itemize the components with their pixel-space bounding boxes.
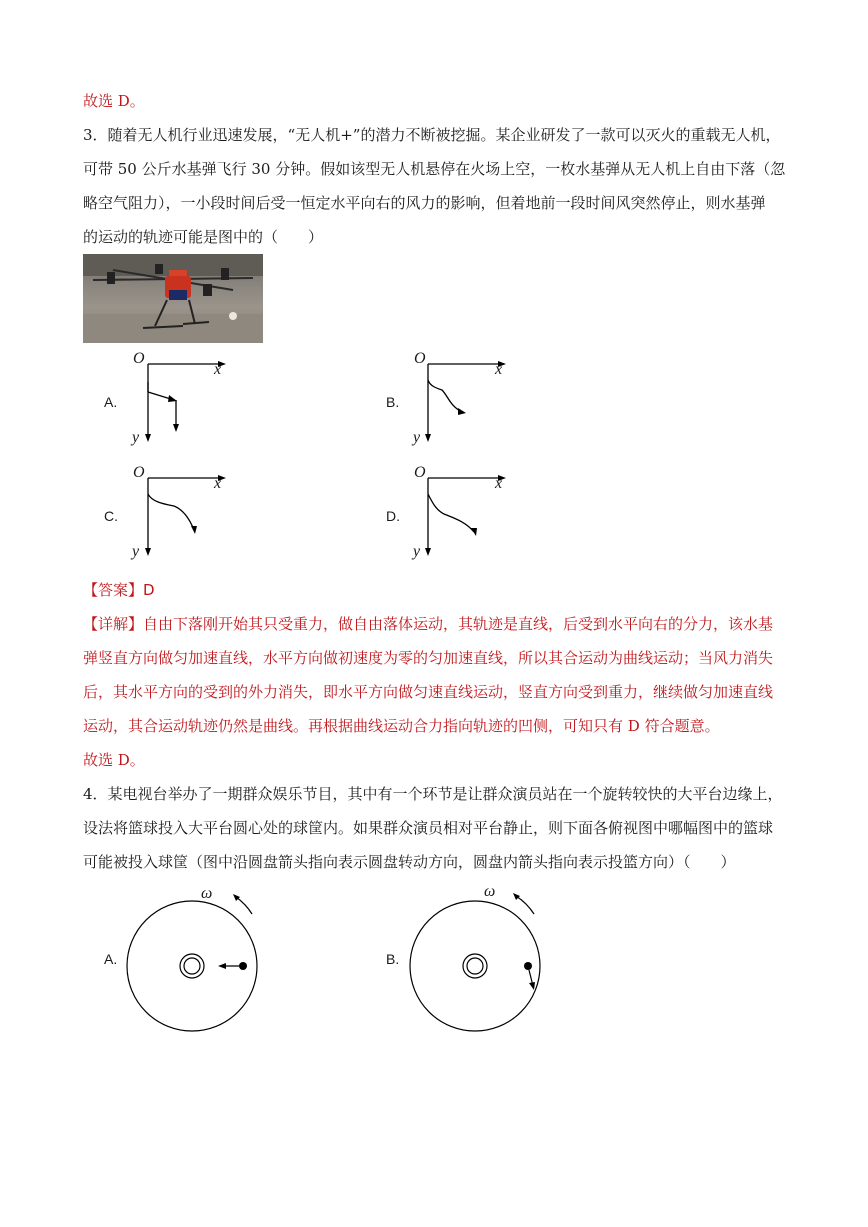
q4-option-b-diagram xyxy=(408,880,568,1040)
q3-b-origin-label: O xyxy=(414,350,426,367)
q4-a-omega-label: ω xyxy=(201,885,213,902)
q3-explain-tag: 【详解】 xyxy=(83,615,144,633)
q4-stem-line-3: 可能被投入球筐（图中沿圆盘箭头指向表示圆盘转动方向，圆盘内箭头指向表示投篮方向）（ ） xyxy=(83,853,736,871)
q3-c-y-label: y xyxy=(132,543,140,560)
q2-conclusion: 故选 D。 xyxy=(83,92,145,110)
q3-explain-line-3: 后，其水平方向的受到的外力消失，即水平方向做匀速直线运动，竖直方向受到重力，继续做匀加速直线 xyxy=(83,683,774,701)
q3-stem-line-2: 可带 50 公斤水基弹飞行 30 分钟。假如该型无人机悬停在火场上空，一枚水基弹从无人机上自由下落（忽 xyxy=(83,160,786,178)
q3-conclusion: 故选 D。 xyxy=(83,751,145,769)
q4-stem-line-1: 4．某电视台举办了一期群众娱乐节目，其中有一个环节是让群众演员站在一个旋转较快的大平台边缘上， xyxy=(83,785,783,803)
q3-b-x-label: x xyxy=(495,361,503,378)
q3-explain-text-1: 自由下落刚开始其只受重力，做自由落体运动，其轨迹是直线，后受到水平向右的分力，该水基 xyxy=(143,615,774,633)
q4-stem-line-2: 设法将篮球投入大平台圆心处的球筐内。如果群众演员相对平台静止，则下面各俯视图中哪幅图中的篮球 xyxy=(83,819,774,837)
q3-explain-line-2: 弹竖直方向做匀加速直线，水平方向做初速度为零的匀加速直线，所以其合运动为曲线运动；当风力消失 xyxy=(83,649,774,667)
q3-d-y-label: y xyxy=(413,543,421,560)
q3-d-origin-label: O xyxy=(414,464,426,481)
q3-c-x-label: x xyxy=(214,475,222,492)
drone-photo xyxy=(83,254,263,343)
q3-explain-line-4: 运动，其合运动轨迹仍然是曲线。再根据曲线运动合力指向轨迹的凹侧，可知只有 D 符合题意。 xyxy=(83,717,720,735)
q4-option-a-diagram xyxy=(126,880,286,1040)
q4-option-b-label: B. xyxy=(386,951,400,967)
q3-a-x-label: x xyxy=(214,361,222,378)
q3-answer: 【答案】D xyxy=(83,581,155,599)
q3-option-c-label: C. xyxy=(104,508,118,524)
q3-stem-line-3: 略空气阻力），一小段时间后受一恒定水平向右的风力的影响，但着地前一段时间风突然停止，则水基弹 xyxy=(83,194,766,212)
q4-option-a-label: A. xyxy=(104,951,118,967)
q3-option-a-label: A. xyxy=(104,394,118,410)
q3-b-y-label: y xyxy=(413,429,421,446)
drone-illustration xyxy=(83,254,263,343)
q3-d-x-label: x xyxy=(495,475,503,492)
q3-option-d-label: D. xyxy=(386,508,400,524)
q3-stem-line-1: 3．随着无人机行业迅速发展，“无人机+”的潜力不断被挖掘。某企业研发了一款可以灭火的重载无人机， xyxy=(83,126,781,144)
q3-stem-line-4: 的运动的轨迹可能是图中的（ ） xyxy=(83,228,324,246)
q3-option-b-label: B. xyxy=(386,394,400,410)
q3-a-origin-label: O xyxy=(133,350,145,367)
q3-c-origin-label: O xyxy=(133,464,145,481)
q3-explain-line-1 xyxy=(83,614,773,634)
q3-a-y-label: y xyxy=(132,429,140,446)
q4-b-omega-label: ω xyxy=(484,883,496,900)
